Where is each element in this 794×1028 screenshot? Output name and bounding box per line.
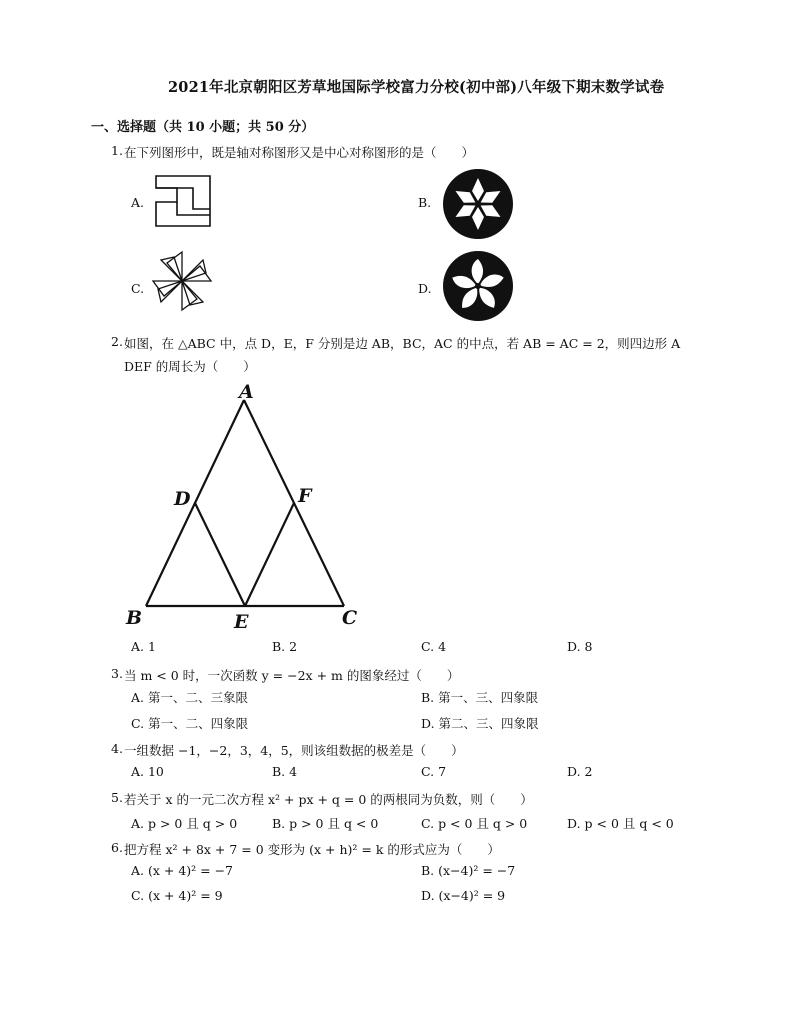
q5-option-b: B. p > 0 且 q < 0: [272, 816, 379, 831]
question-3-text: 当 m < 0 时，一次函数 y = −2x + m 的图象经过（ ）: [124, 668, 460, 683]
q4-option-a: A. 10: [131, 764, 164, 779]
question-4-number: 4.: [111, 741, 123, 756]
q5-option-d: D. p < 0 且 q < 0: [567, 816, 674, 831]
q6-option-a: A. (x + 4)² = −7: [131, 863, 234, 878]
q1-option-c-figure: [151, 250, 213, 312]
question-6-number: 6.: [111, 840, 123, 855]
vertex-label-f: F: [298, 485, 312, 507]
vertex-label-e: E: [234, 611, 249, 633]
q5-option-c: C. p < 0 且 q > 0: [421, 816, 528, 831]
q3-option-d: D. 第二、三、四象限: [421, 716, 539, 731]
question-1-text: 在下列图形中，既是轴对称图形又是中心对称图形的是（ ）: [124, 145, 475, 160]
q6-option-b: B. (x−4)² = −7: [421, 863, 516, 878]
q1-option-c-label: C.: [131, 281, 145, 296]
q3-option-c: C. 第一、二、四象限: [131, 716, 249, 731]
q6-option-c: C. (x + 4)² = 9: [131, 888, 223, 903]
question-3-number: 3.: [111, 666, 123, 681]
document-title: 2021年北京朝阳区芳草地国际学校富力分校(初中部)八年级下期末数学试卷: [168, 79, 665, 96]
question-2-text-line2: DEF 的周长为（ ）: [124, 359, 256, 374]
q1-option-b-label: B.: [418, 195, 432, 210]
q3-option-b: B. 第一、三、四象限: [421, 690, 539, 705]
vertex-label-c: C: [342, 607, 358, 629]
q1-option-d-label: D.: [418, 281, 432, 296]
q4-option-c: C. 7: [421, 764, 447, 779]
q6-option-d: D. (x−4)² = 9: [421, 888, 506, 903]
q2-option-b: B. 2: [272, 639, 298, 654]
question-6-text: 把方程 x² + 8x + 7 = 0 变形为 (x + h)² = k 的形式应为（ ）: [124, 842, 500, 857]
question-4-text: 一组数据 −1，−2，3，4，5，则该组数据的极差是（ ）: [124, 743, 464, 758]
question-2-number: 2.: [111, 334, 123, 349]
q4-option-d: D. 2: [567, 764, 593, 779]
q1-option-b-figure: [442, 168, 514, 240]
question-5-text: 若关于 x 的一元二次方程 x² + px + q = 0 的两根同为负数，则（ ）: [124, 792, 533, 807]
q5-option-a: A. p > 0 且 q > 0: [131, 816, 238, 831]
q2-option-d: D. 8: [567, 639, 593, 654]
vertex-label-b: B: [126, 607, 143, 629]
q2-option-c: C. 4: [421, 639, 447, 654]
q1-option-a-label: A.: [131, 195, 145, 210]
vertex-label-a: A: [239, 381, 254, 403]
q1-option-d-figure: [442, 250, 514, 322]
question-2-text-line1: 如图，在 △ABC 中，点 D，E，F 分别是边 AB，BC，AC 的中点，若 AB = AC = 2，则四边形 A: [124, 336, 681, 351]
q3-option-a: A. 第一、二、三象限: [131, 690, 248, 705]
question-1-number: 1.: [111, 143, 123, 158]
vertex-label-d: D: [174, 488, 191, 510]
q4-option-b: B. 4: [272, 764, 298, 779]
section-heading: 一、选择题（共 10 小题；共 50 分）: [91, 120, 315, 135]
q2-option-a: A. 1: [131, 639, 156, 654]
q1-option-a-figure: [155, 175, 211, 227]
q2-triangle-figure: [120, 380, 370, 635]
question-5-number: 5.: [111, 790, 123, 805]
